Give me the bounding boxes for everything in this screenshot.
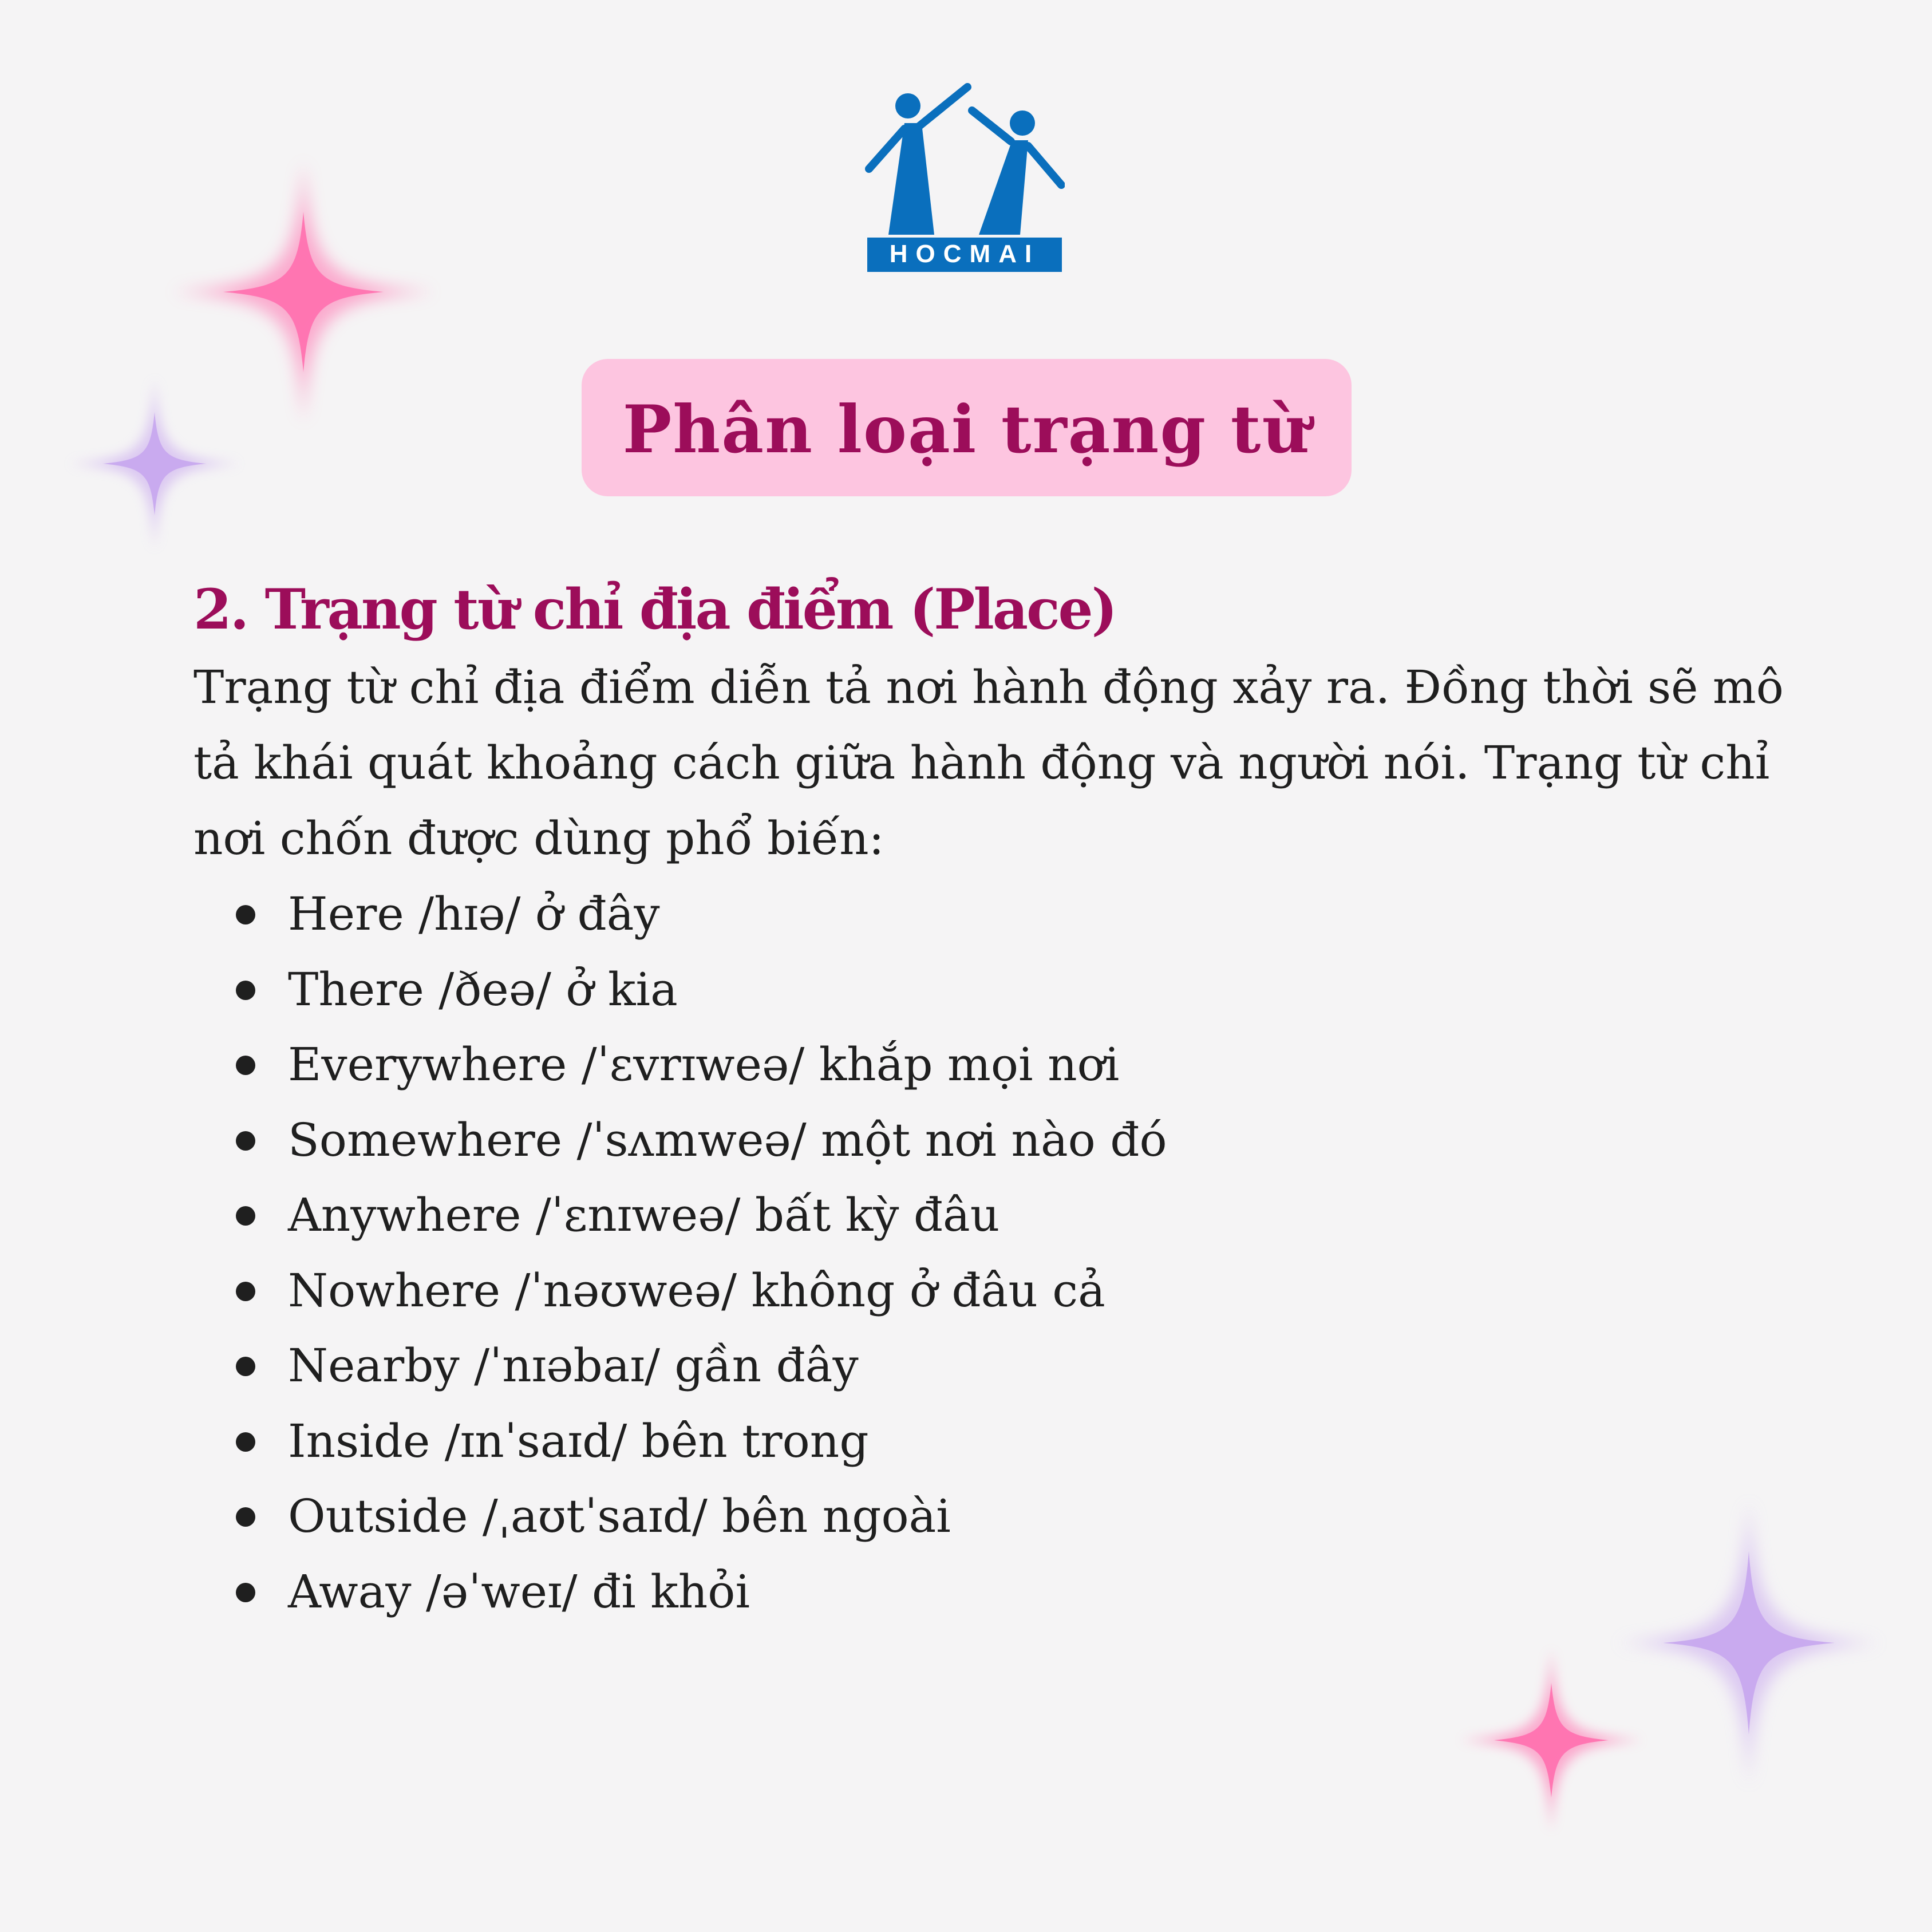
list-item-text: Somewhere /ˈsʌmweə/ một nơi nào đó: [288, 1113, 1167, 1167]
bullet-icon: [236, 1583, 255, 1602]
bullet-icon: [236, 1507, 255, 1527]
intro-paragraph: [193, 650, 1784, 876]
list-item: [193, 1479, 1768, 1554]
list-item: [193, 1328, 1768, 1404]
bullet-icon: [236, 1282, 255, 1301]
adverb-list: [193, 876, 1768, 1629]
bullet-icon: [236, 981, 255, 1000]
bullet-icon: [236, 1056, 255, 1075]
bullet-icon: [236, 1357, 255, 1376]
bullet-icon: [236, 1432, 255, 1452]
intro-line: tả khái quát khoảng cách giữa hành động và người nói. Trạng từ chỉ: [193, 736, 1770, 789]
list-item-text: Anywhere /ˈɛnɪweə/ bất kỳ đâu: [288, 1188, 1000, 1242]
sparkle-pink-bottom-right-icon: [1454, 1643, 1649, 1838]
list-item-text: Nearby /ˈnɪəbaɪ/ gần đây: [288, 1339, 859, 1392]
list-item: [193, 1178, 1768, 1253]
list-item: [193, 1027, 1768, 1103]
intro-line: nơi chốn được dùng phổ biến:: [193, 812, 884, 865]
bullet-icon: [236, 1131, 255, 1151]
intro-line: Trạng từ chỉ địa điểm diễn tả nơi hành động xảy ra. Đồng thời sẽ mô: [193, 661, 1784, 714]
list-item: [193, 1554, 1768, 1630]
list-item: [193, 876, 1768, 952]
list-item-text: Outside /ˌaʊtˈsaɪd/ bên ngoài: [288, 1490, 951, 1543]
sparkle-purple-left-icon: [63, 372, 246, 555]
list-item: [193, 1253, 1768, 1329]
list-item: [193, 952, 1768, 1028]
logo-wordmark: HOCMAI: [889, 240, 1040, 268]
bullet-icon: [236, 905, 255, 924]
list-item-text: Everywhere /ˈɛvrɪweə/ khắp mọi nơi: [288, 1038, 1120, 1091]
title-banner: [582, 359, 1352, 496]
hocmai-logo: [864, 83, 1065, 278]
list-item-text: There /ðeə/ ở kia: [288, 962, 678, 1016]
list-item: [193, 1103, 1768, 1178]
page-title: Phân loại trạng từ: [622, 391, 1311, 468]
content-section: [193, 570, 1784, 1629]
bullet-icon: [236, 1206, 255, 1226]
list-item-text: Inside /ɪnˈsaɪd/ bên trong: [288, 1414, 869, 1468]
list-item-text: Here /hɪə/ ở đây: [288, 887, 660, 941]
list-item: [193, 1404, 1768, 1479]
section-heading: 2. Trạng từ chỉ địa điểm (Place): [193, 577, 1116, 642]
list-item-text: Nowhere /ˈnəʊweə/ không ở đâu cả: [288, 1263, 1105, 1317]
list-item-text: Away /əˈweɪ/ đi khỏi: [288, 1564, 750, 1618]
